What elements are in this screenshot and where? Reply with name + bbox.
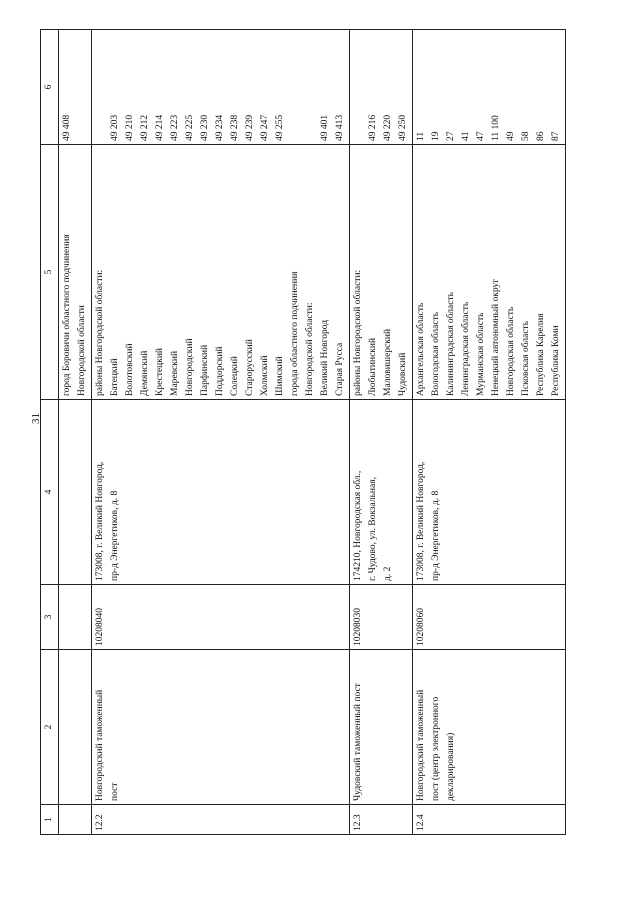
- address-line: пр-д Энергетиков, д. 8: [431, 490, 441, 581]
- okato-cell: [413, 30, 566, 145]
- territory-line: Калининградская область: [446, 292, 456, 396]
- okato-code: 49 239: [245, 114, 255, 141]
- post-name-line: Чудовский таможенный пост: [353, 683, 363, 801]
- territory-cell: [92, 145, 350, 400]
- territory-line: Любытинский: [368, 337, 378, 396]
- territory-line: города областного подчинения: [290, 271, 300, 396]
- okato-code: 41: [461, 131, 471, 141]
- okato-code: 11 100: [491, 115, 501, 141]
- territory-line: город Боровичи областного подчинения: [62, 234, 72, 396]
- okato-code: 49 220: [383, 114, 393, 141]
- territory-line: Ненецкий автономный округ: [491, 278, 501, 396]
- address-cell: [92, 400, 350, 585]
- header-cell: 1: [41, 805, 59, 835]
- address-line: д. 2: [383, 566, 393, 581]
- address-cell: [350, 400, 413, 585]
- address-line: 173008, г. Великий Новгород,: [95, 461, 105, 581]
- okato-code: 49 210: [125, 114, 135, 141]
- okato-cell: [350, 30, 413, 145]
- okato-code: 49 230: [200, 114, 210, 141]
- page-number: 31: [30, 413, 42, 424]
- address-line: пр-д Энергетиков, д. 8: [110, 490, 120, 581]
- name-cell: [59, 650, 92, 805]
- territory-cell: [350, 145, 413, 400]
- address-line: 173008, г. Великий Новгород,: [416, 461, 426, 581]
- post-name-line: пост: [110, 782, 120, 801]
- territory-line: Мурманская область: [476, 312, 486, 396]
- number-cell: [59, 805, 92, 835]
- territory-line: Вологодская область: [431, 311, 441, 396]
- okato-code: 49 238: [230, 114, 240, 141]
- okato-code: 27: [446, 131, 456, 141]
- address-line: 174210, Новгородская обл.,: [353, 470, 363, 581]
- territory-line: Батецкий: [110, 358, 120, 396]
- table-row: [92, 30, 350, 835]
- rotated-table-container: [40, 30, 600, 835]
- header-cell: 4: [41, 400, 59, 585]
- okato-code: 49 408: [62, 114, 72, 141]
- territory-line: Новгородский: [185, 338, 195, 396]
- okato-spacer: [303, 33, 318, 141]
- okato-code: 49 250: [398, 114, 408, 141]
- customs-posts-table: [40, 29, 566, 835]
- territory-line: Чудовский: [398, 352, 408, 396]
- territory-line: Архангельская область: [416, 302, 426, 396]
- territory-line: Новгородской области:: [305, 302, 315, 396]
- name-cell: [350, 650, 413, 805]
- code-cell: 10208060: [413, 585, 566, 650]
- okato-code: 11: [416, 131, 426, 141]
- territory-line: Старорусский: [245, 339, 255, 396]
- territory-line: районы Новгородской области:: [95, 269, 105, 396]
- territory-line: Старая Русса: [335, 342, 345, 396]
- okato-code: 49 225: [185, 114, 195, 141]
- okato-code: 47: [476, 131, 486, 141]
- table-row: [413, 30, 566, 835]
- okato-code: 49 216: [368, 114, 378, 141]
- okato-spacer: [288, 33, 303, 141]
- name-cell: [92, 650, 350, 805]
- territory-line: Волотовский: [125, 343, 135, 396]
- okato-code: 19: [431, 131, 441, 141]
- territory-line: Новгородская область: [506, 306, 516, 396]
- header-cell: 6: [41, 30, 59, 145]
- territory-line: Республика Коми: [551, 325, 561, 396]
- code-cell: 10208040: [92, 585, 350, 650]
- number-cell: 12.3: [350, 805, 413, 835]
- code-cell: 10208030: [350, 585, 413, 650]
- continuation-row: [59, 30, 92, 835]
- territory-line: Ленинградская область: [461, 301, 471, 396]
- okato-code: 49 401: [320, 114, 330, 141]
- okato-spacer: [351, 33, 366, 141]
- header-cell: 2: [41, 650, 59, 805]
- okato-code: 58: [521, 131, 531, 141]
- header-row: [41, 30, 59, 835]
- territory-line: Новгородской области: [77, 305, 87, 396]
- header-cell: 3: [41, 585, 59, 650]
- territory-line: Парфинский: [200, 344, 210, 396]
- okato-code: 87: [551, 131, 561, 141]
- name-cell: [413, 650, 566, 805]
- number-cell: 12.4: [413, 805, 566, 835]
- table-row: [350, 30, 413, 835]
- okato-cell: [92, 30, 350, 145]
- number-cell: 12.2: [92, 805, 350, 835]
- territory-line: Республика Карелия: [536, 313, 546, 396]
- okato-code: 86: [536, 131, 546, 141]
- okato-cell: [59, 30, 92, 145]
- territory-cell: [59, 145, 92, 400]
- territory-line: Маревский: [170, 350, 180, 396]
- territory-line: Великий Новгород: [320, 319, 330, 396]
- okato-code: 49 214: [155, 114, 165, 141]
- territory-line: Псковская область: [521, 320, 531, 396]
- header-cell: 5: [41, 145, 59, 400]
- code-cell: [59, 585, 92, 650]
- okato-code: 49 413: [335, 114, 345, 141]
- okato-code: 49 234: [215, 114, 225, 141]
- post-name-line: Новгородский таможенный: [95, 689, 105, 801]
- territory-line: Демянский: [140, 350, 150, 396]
- okato-code: 49 223: [170, 114, 180, 141]
- address-cell: [413, 400, 566, 585]
- post-name-line: декларирования): [446, 732, 456, 801]
- territory-line: Холмский: [260, 355, 270, 396]
- post-name-line: пост (центр электронного: [431, 696, 441, 801]
- territory-line: районы Новгородской области:: [353, 269, 363, 396]
- okato-code: 49 247: [260, 114, 270, 141]
- post-name-line: Новгородский таможенный: [416, 689, 426, 801]
- okato-code: 49 212: [140, 114, 150, 141]
- okato-code: 49 255: [275, 114, 285, 141]
- okato-spacer: [93, 33, 108, 141]
- territory-line: Шимский: [275, 356, 285, 396]
- territory-cell: [413, 145, 566, 400]
- territory-line: Солецкий: [230, 356, 240, 396]
- okato-code: 49: [506, 131, 516, 141]
- territory-line: Поддорский: [215, 346, 225, 396]
- territory-line: Крестецкий: [155, 348, 165, 396]
- territory-line: Маловишерский: [383, 328, 393, 396]
- address-line: г. Чудово, ул. Вокзальная,: [368, 477, 378, 581]
- address-cell: [59, 400, 92, 585]
- okato-code: 49 203: [110, 114, 120, 141]
